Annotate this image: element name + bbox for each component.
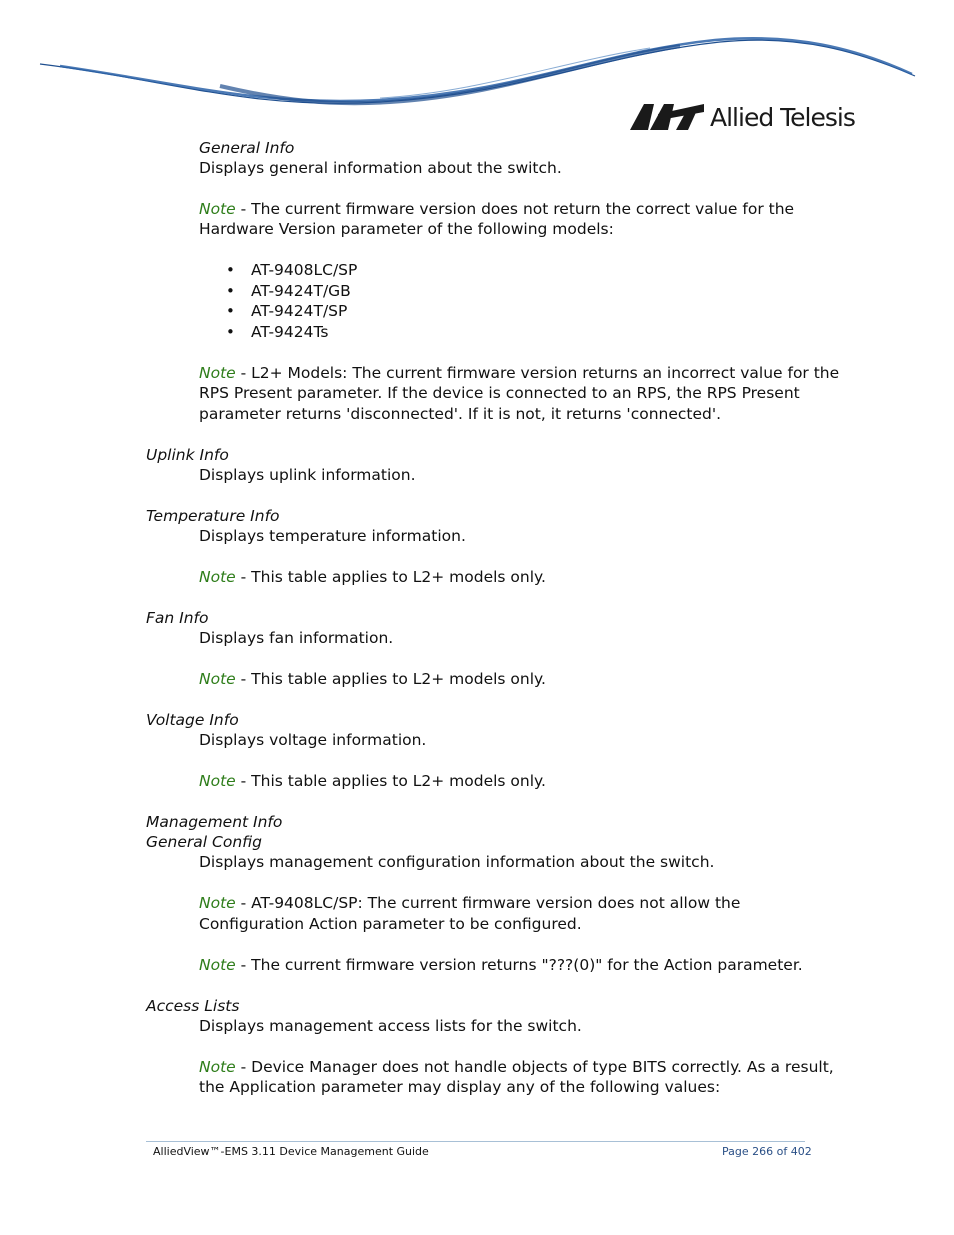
- note-text: - Device Manager does not handle objects of type BITS correctly. As a result,: [235, 1058, 834, 1076]
- voltage-info-note: [199, 771, 546, 791]
- footer-page-number: Page 266 of 402: [722, 1145, 812, 1158]
- uplink-info-heading: Uplink Info: [146, 446, 229, 464]
- temperature-info-desc: Displays temperature information.: [199, 527, 466, 545]
- voltage-info-heading: Voltage Info: [146, 711, 239, 729]
- access-lists-desc: Displays management access lists for the switch.: [199, 1017, 582, 1035]
- allied-telesis-logo: [630, 100, 855, 134]
- voltage-info-desc: Displays voltage information.: [199, 731, 427, 749]
- note-text: - This table applies to L2+ models only.: [235, 670, 546, 688]
- general-config-desc: Displays management configuration information about the switch.: [199, 853, 715, 871]
- logo-text: Allied Telesis: [710, 102, 855, 132]
- uplink-info-desc: Displays uplink information.: [199, 466, 416, 484]
- footer-rule: [146, 1141, 805, 1142]
- general-info-note-2-line-2: RPS Present parameter. If the device is connected to an RPS, the RPS Present: [199, 384, 800, 402]
- fan-info-note: [199, 669, 546, 689]
- general-config-note-2: [199, 955, 803, 975]
- general-info-note-1-line-2: Hardware Version parameter of the following models:: [199, 220, 614, 238]
- fan-info-heading: Fan Info: [146, 609, 209, 627]
- note-label: Note: [199, 364, 236, 382]
- general-info-desc: Displays general information about the switch.: [199, 159, 562, 177]
- note-label: Note: [199, 894, 236, 912]
- temperature-info-note: [199, 567, 546, 587]
- note-text: - This table applies to L2+ models only.: [235, 568, 546, 586]
- bullet-dot: •: [226, 323, 235, 341]
- general-config-note-1-line-2: Configuration Action parameter to be configured.: [199, 915, 582, 933]
- access-lists-note-line-2: the Application parameter may display any of the following values:: [199, 1078, 721, 1096]
- general-info-note-2-line-3: parameter returns 'disconnected'. If it is not, it returns 'connected'.: [199, 405, 722, 423]
- note-label: Note: [199, 1058, 236, 1076]
- model-list-item: AT-9424Ts: [251, 323, 329, 341]
- general-info-heading: General Info: [199, 139, 295, 157]
- bullet-dot: •: [226, 261, 235, 279]
- fan-info-desc: Displays fan information.: [199, 629, 394, 647]
- access-lists-heading: Access Lists: [146, 997, 240, 1015]
- note-label: Note: [199, 200, 236, 218]
- footer-guide-title: AlliedView™-EMS 3.11 Device Management Guide: [153, 1145, 429, 1158]
- bullet-dot: •: [226, 302, 235, 320]
- note-text: - The current firmware version returns "???(0)" for the Action parameter.: [235, 956, 803, 974]
- allied-telesis-logo-mark-icon: [630, 104, 704, 130]
- model-list-item: AT-9408LC/SP: [251, 261, 358, 279]
- note-text: - AT-9408LC/SP: The current firmware version does not allow the: [235, 894, 741, 912]
- general-config-note-1-line-1: [199, 893, 740, 913]
- note-label: Note: [199, 772, 236, 790]
- note-label: Note: [199, 568, 236, 586]
- bullet-dot: •: [226, 282, 235, 300]
- model-list-item: AT-9424T/GB: [251, 282, 351, 300]
- note-text: - L2+ Models: The current firmware version returns an incorrect value for the: [235, 364, 840, 382]
- note-text: - This table applies to L2+ models only.: [235, 772, 546, 790]
- model-list-item: AT-9424T/SP: [251, 302, 348, 320]
- note-label: Note: [199, 670, 236, 688]
- temperature-info-heading: Temperature Info: [146, 507, 280, 525]
- management-info-heading: Management Info: [146, 813, 283, 831]
- general-info-note-2-line-1: [199, 363, 839, 383]
- general-config-subheading: General Config: [146, 833, 262, 851]
- note-label: Note: [199, 956, 236, 974]
- access-lists-note-line-1: [199, 1057, 834, 1077]
- note-text: - The current firmware version does not return the correct value for the: [235, 200, 795, 218]
- general-info-note-1-line-1: [199, 199, 794, 219]
